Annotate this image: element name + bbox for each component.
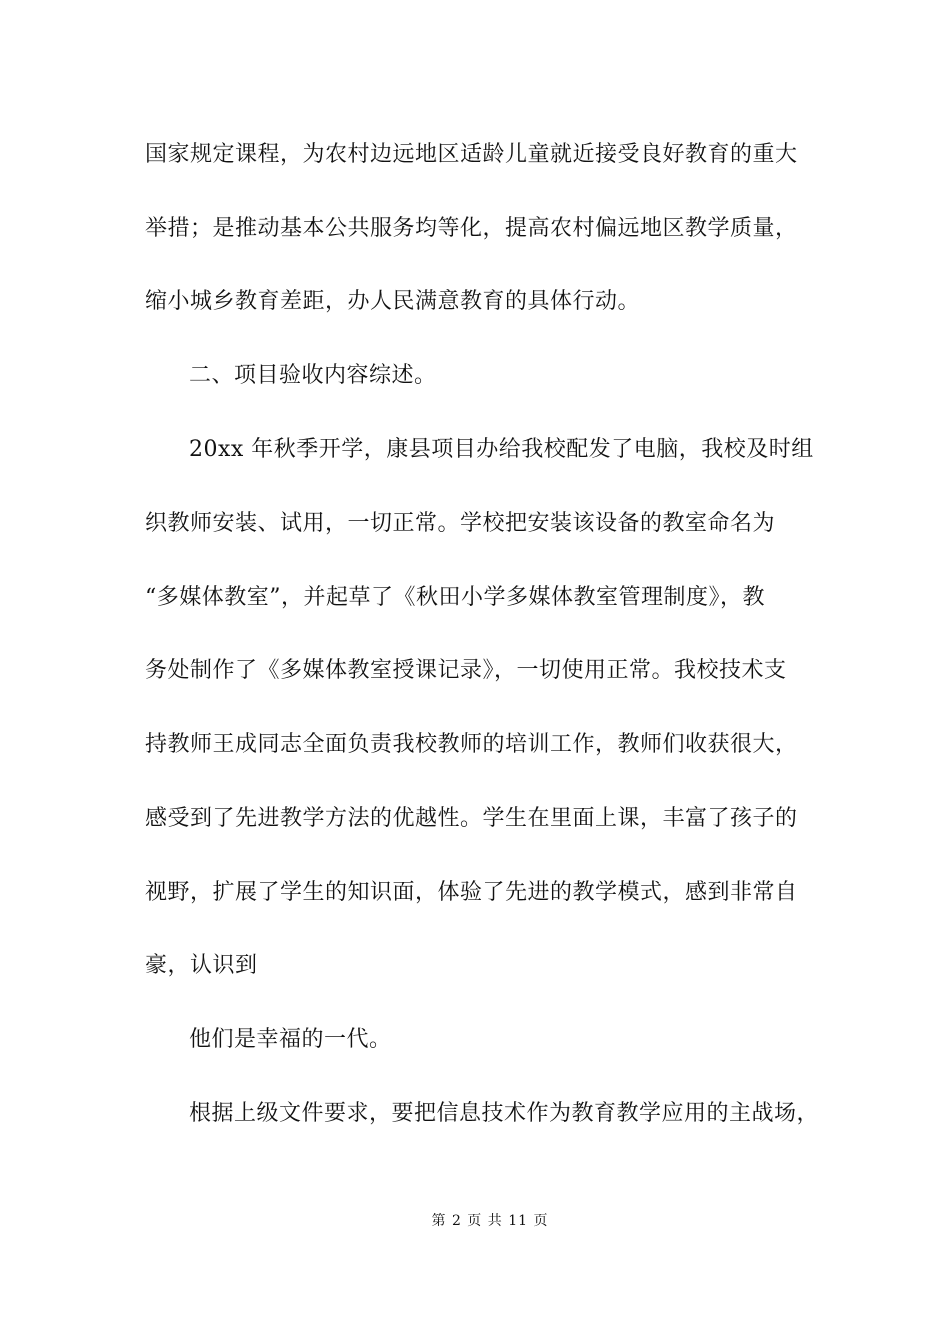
paragraph-line: 缩小城乡教育差距，办人民满意教育的具体行动。 bbox=[145, 289, 641, 314]
paragraph-line: 感受到了先进教学方法的优越性。学生在里面上课，丰富了孩子的 bbox=[145, 806, 798, 831]
section-heading: 二、项目验收内容综述。 bbox=[189, 363, 437, 388]
page-number-footer: 第 2 页 共 11 页 bbox=[431, 1213, 549, 1229]
paragraph-line: 持教师王成同志全面负责我校教师的培训工作，教师们收获很大， bbox=[145, 732, 798, 757]
paragraph-line: 国家规定课程，为农村边远地区适龄儿童就近接受良好教育的重大 bbox=[145, 142, 798, 167]
paragraph-line: 务处制作了《多媒体教室授课记录》，一切使用正常。我校技术支 bbox=[145, 658, 787, 683]
paragraph-line: 20xx 年秋季开学，康县项目办给我校配发了电脑，我校及时组 bbox=[189, 437, 814, 462]
paragraph-line: “多媒体教室”，并起草了《秋田小学多媒体教室管理制度》，教 bbox=[145, 585, 765, 610]
paragraph-line: 豪，认识到 bbox=[145, 953, 258, 978]
paragraph-line: 织教师安装、试用，一切正常。学校把安装该设备的教室命名为 bbox=[145, 511, 776, 536]
paragraph-line: 根据上级文件要求，要把信息技术作为教育教学应用的主战场， bbox=[189, 1101, 820, 1126]
paragraph-line: 举措；是推动基本公共服务均等化，提高农村偏远地区教学质量， bbox=[145, 216, 798, 241]
paragraph-line: 他们是幸福的一代。 bbox=[189, 1027, 392, 1052]
paragraph-line: 视野，扩展了学生的知识面，体验了先进的教学模式，感到非常自 bbox=[145, 880, 798, 905]
